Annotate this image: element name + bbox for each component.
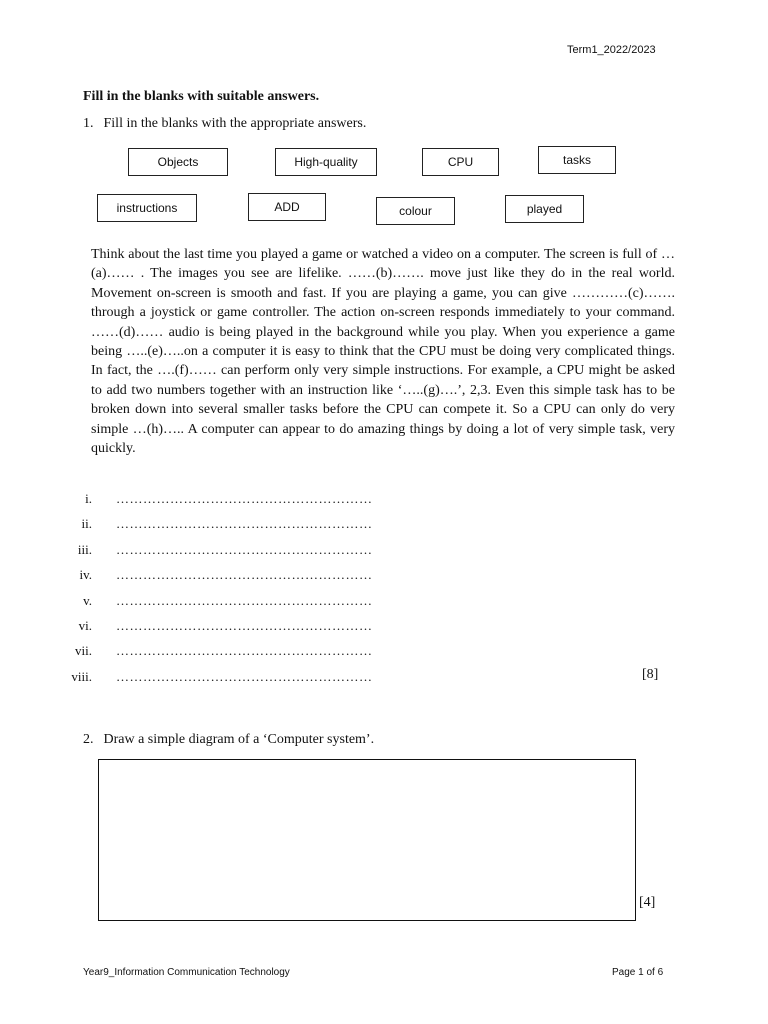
answer-dots: ………………………………………………… bbox=[116, 617, 373, 633]
answer-label: iv. bbox=[79, 567, 92, 583]
word-box-add: ADD bbox=[248, 193, 326, 221]
word-box-tasks: tasks bbox=[538, 146, 616, 174]
passage-text: Think about the last time you played a game or watched a video on a computer. The screen is full of …(a)…… . The images you see are lifelike. ……(b)……. move just like they do in the real world. Movement on-screen is smooth and fast. If you are playing a game, you can give …………(c)……. through a joystick or game controller. The action on-screen responds immediately to your command. ……(d)…… audio is being played in the background while you play. When you experience a game being …..(e)…..on a computer it is easy to think that the CPU must be doing very complicated things. In fact, the ….(f)…… can perform only very simple instructions. For example, a CPU might be asked to add two numbers together with an instruction like ‘…..(g)….’, 2,3. Even this simple task has to be broken down into several smaller tasks before the CPU can compete it. So a CPU can only do very simple …(h)….. A computer can appear to do amazing things by doing a lot of very simple task, very quickly. bbox=[91, 247, 675, 457]
answer-dots: ………………………………………………… bbox=[116, 592, 373, 608]
question-2 bbox=[83, 732, 374, 748]
question-1-text: Fill in the blanks with the appropriate answers. bbox=[103, 116, 367, 131]
answer-label: i. bbox=[85, 491, 92, 506]
answer-label: iii. bbox=[77, 541, 92, 557]
answer-line[interactable] bbox=[60, 593, 670, 618]
answer-line[interactable] bbox=[60, 567, 670, 592]
word-box-objects: Objects bbox=[128, 148, 228, 176]
answer-line[interactable] bbox=[60, 618, 670, 643]
question-2-marks: [4] bbox=[639, 895, 656, 910]
answer-line[interactable] bbox=[60, 542, 670, 567]
answer-label: vii. bbox=[75, 643, 92, 659]
answer-line[interactable] bbox=[60, 491, 670, 516]
word-box-instructions: instructions bbox=[97, 194, 197, 222]
answer-label: viii. bbox=[71, 668, 92, 684]
footer-subject: Year9_Information Communication Technology bbox=[83, 967, 290, 978]
answer-label: vi. bbox=[78, 617, 92, 633]
term-header: Term1_2022/2023 bbox=[567, 44, 656, 56]
answer-line[interactable] bbox=[60, 516, 670, 541]
instruction-heading: Fill in the blanks with suitable answers. bbox=[83, 89, 320, 104]
answer-line[interactable] bbox=[60, 669, 670, 694]
answer-line[interactable] bbox=[60, 643, 670, 668]
question-1-number: 1. bbox=[83, 116, 94, 131]
answer-label: ii. bbox=[81, 516, 92, 532]
answer-label: v. bbox=[83, 592, 92, 608]
answer-lines bbox=[60, 491, 670, 694]
answer-dots: ………………………………………………… bbox=[116, 567, 373, 583]
word-box-colour: colour bbox=[376, 197, 455, 225]
question-2-number: 2. bbox=[83, 732, 94, 747]
question-1-marks: [8] bbox=[642, 667, 659, 682]
diagram-drawing-box[interactable] bbox=[98, 759, 636, 921]
question-1 bbox=[83, 116, 366, 132]
answer-dots: ………………………………………………… bbox=[116, 668, 373, 684]
word-box-cpu: CPU bbox=[422, 148, 499, 176]
word-box-high-quality: High-quality bbox=[275, 148, 377, 176]
word-box-played: played bbox=[505, 195, 584, 223]
answer-dots: ………………………………………………… bbox=[116, 491, 373, 506]
answer-dots: ………………………………………………… bbox=[116, 541, 373, 557]
question-2-text: Draw a simple diagram of a ‘Computer system’. bbox=[103, 732, 375, 747]
footer-page-number: Page 1 of 6 bbox=[612, 967, 664, 978]
answer-dots: ………………………………………………… bbox=[116, 643, 373, 659]
answer-dots: ………………………………………………… bbox=[116, 516, 373, 532]
